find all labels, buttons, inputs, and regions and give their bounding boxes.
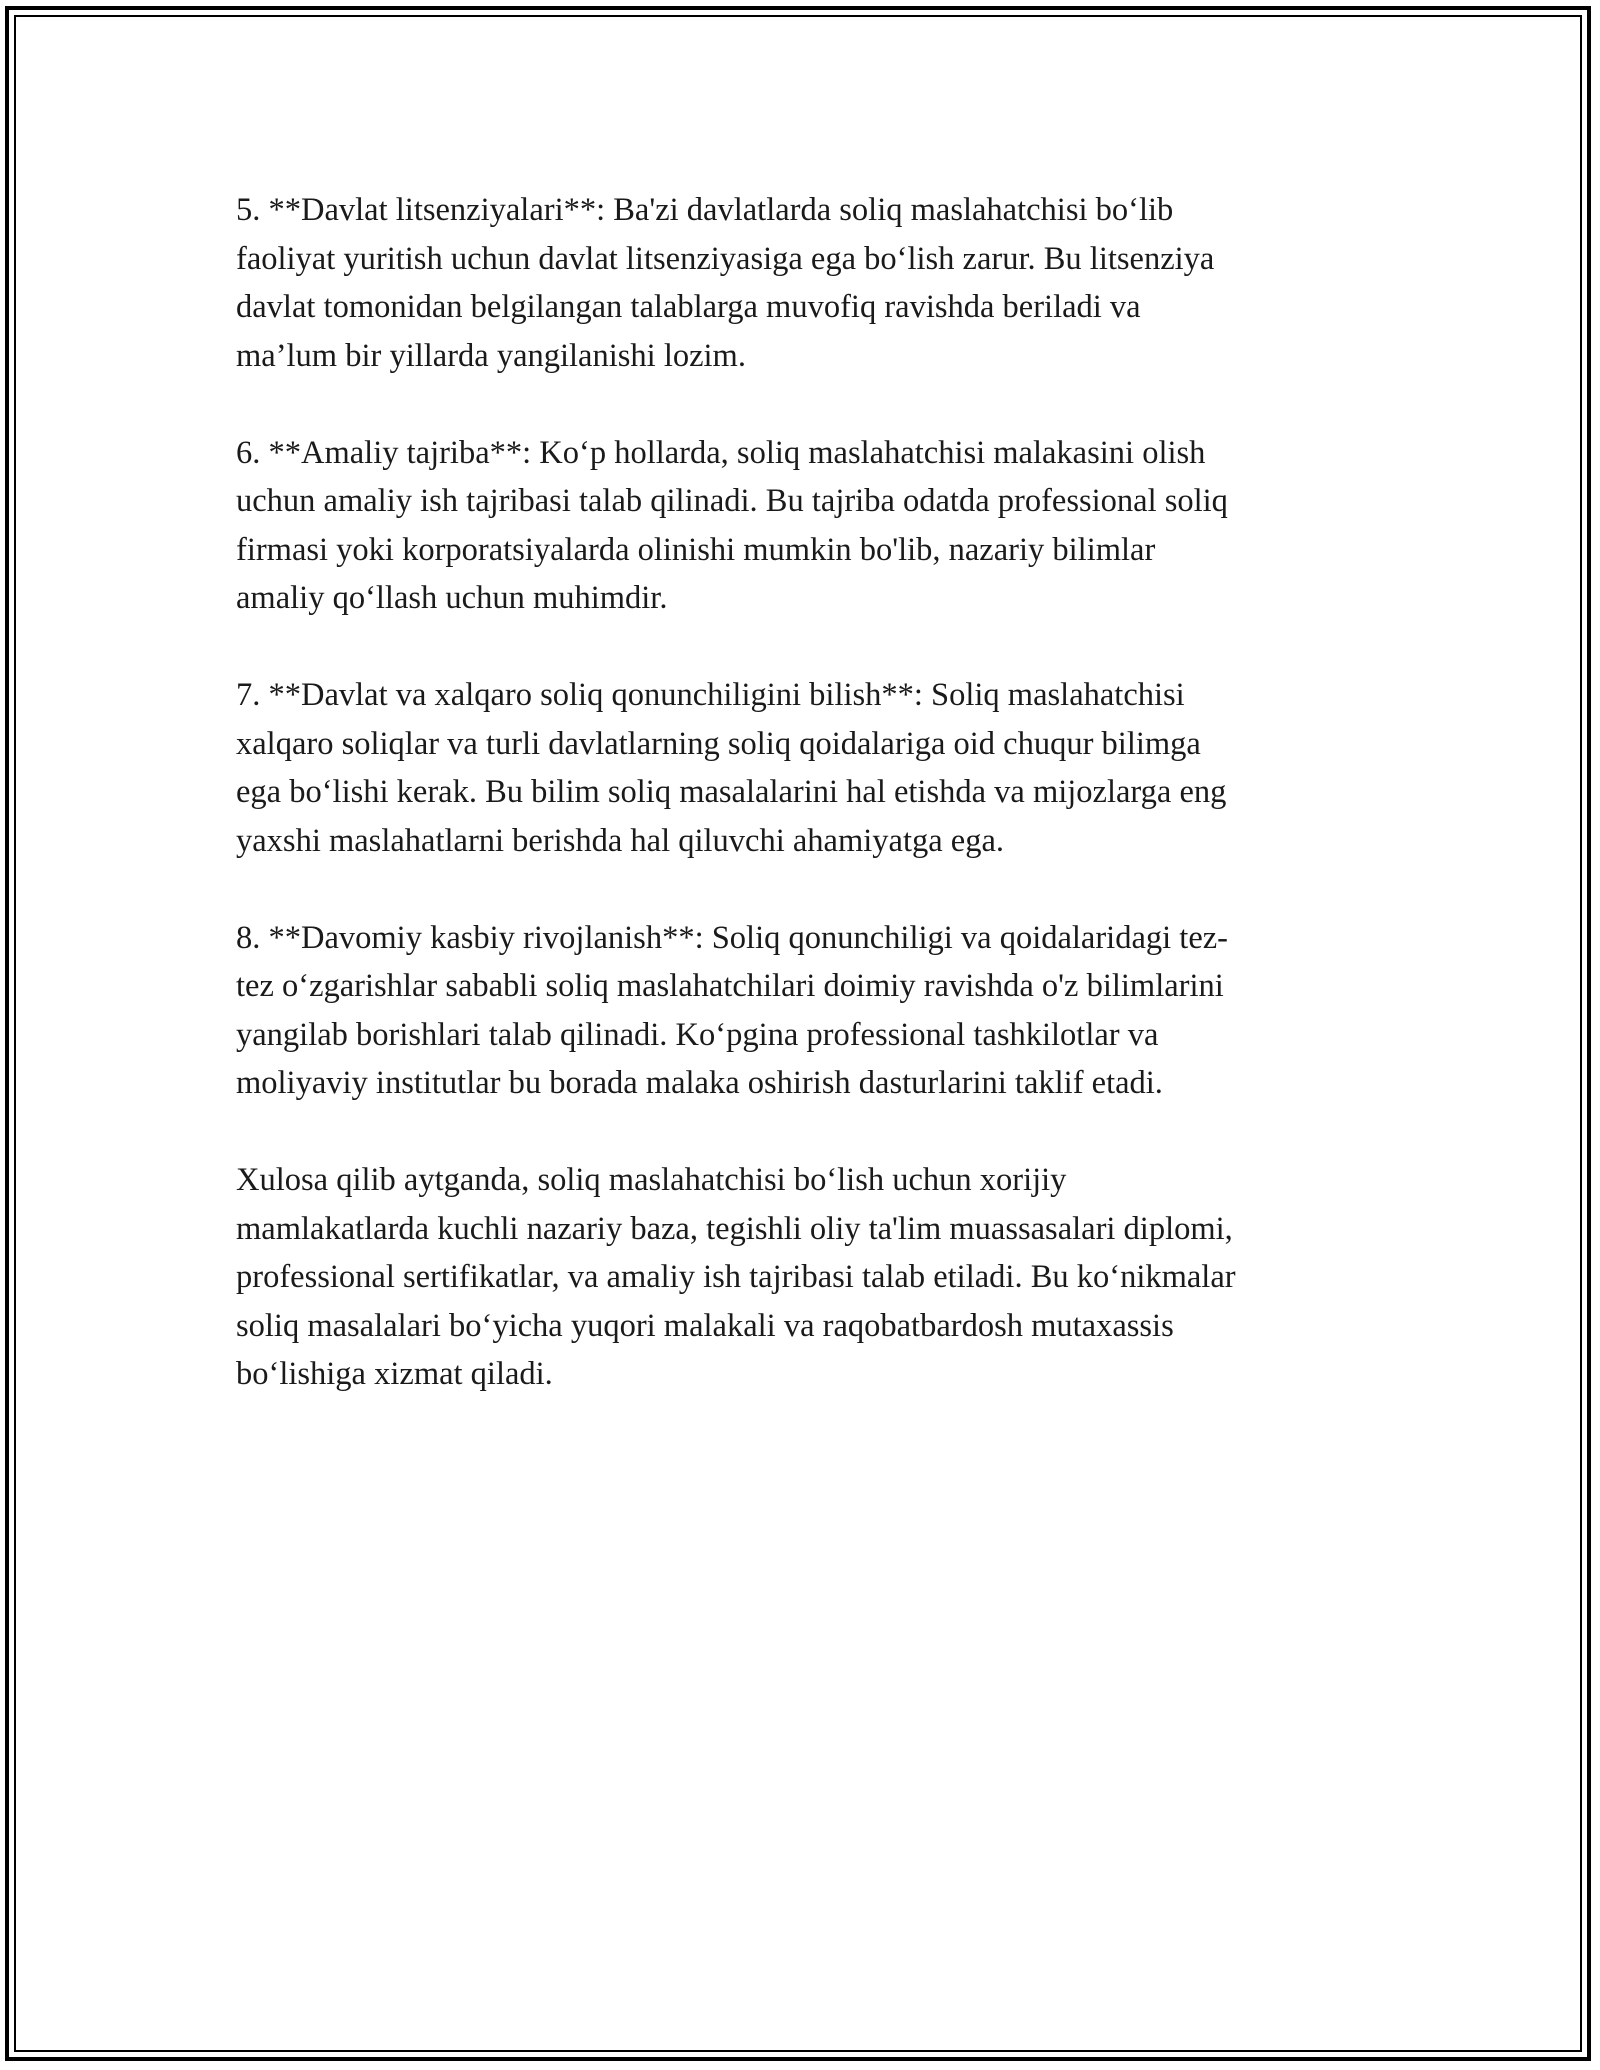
text-line: soliq masalalari boʻyicha yuqori malakali va raqobatbardosh mutaxassis (236, 1307, 1174, 1344)
document-body (236, 186, 1376, 1447)
text-line: 5. **Davlat litsenziyalari**: Ba'zi davlatlarda soliq maslahatchisi boʻlib (236, 192, 1174, 228)
text-line: davlat tomonidan belgilangan talablarga muvofiq ravishda beriladi va (236, 289, 1141, 325)
text-line: tez oʻzgarishlar sababli soliq maslahatchilari doimiy ravishda o'z bilimlarini (236, 968, 1224, 1004)
text-line: moliyaviy institutlar bu borada malaka oshirish dasturlarini taklif etadi. (236, 1065, 1163, 1101)
text-line: yaxshi maslahatlarni berishda hal qiluvchi ahamiyatga ega. (236, 822, 1005, 859)
paragraph-item-8 (236, 914, 1376, 1108)
text-line: xalqaro soliqlar va turli davlatlarning soliq qoidalariga oid chuqur bilimga (236, 725, 1201, 762)
text-line: 6. **Amaliy tajriba**: Koʻp hollarda, soliq maslahatchisi malakasini olish (236, 434, 1206, 471)
paragraph-item-6 (236, 429, 1376, 623)
text-line: mamlakatlarda kuchli nazariy baza, tegishli oliy ta'lim muassasalari diplomi, (236, 1210, 1233, 1247)
text-line: ma’lum bir yillarda yangilanishi lozim. (236, 337, 746, 374)
paragraph-conclusion (236, 1156, 1376, 1399)
paragraph-item-7 (236, 671, 1376, 865)
paragraph-item-5 (236, 186, 1376, 380)
text-line: Xulosa qilib aytganda, soliq maslahatchisi boʻlish uchun xorijiy (236, 1162, 1067, 1198)
text-line: amaliy qoʻllash uchun muhimdir. (236, 580, 668, 616)
text-line: uchun amaliy ish tajribasi talab qilinadi. Bu tajriba odatda professional soliq (236, 483, 1228, 519)
text-line: ega boʻlishi kerak. Bu bilim soliq masalalarini hal etishda va mijozlarga eng (236, 774, 1227, 810)
text-line: boʻlishiga xizmat qiladi. (236, 1356, 553, 1392)
text-line: faoliyat yuritish uchun davlat litsenziyasiga ega boʻlish zarur. Bu litsenziya (236, 240, 1215, 277)
text-line: 7. **Davlat va xalqaro soliq qonunchiligini bilish**: Soliq maslahatchisi (236, 677, 1185, 713)
text-line: yangilab borishlari talab qilinadi. Koʻpgina professional tashkilotlar va (236, 1016, 1159, 1053)
text-line: firmasi yoki korporatsiyalarda olinishi mumkin bo'lib, nazariy bilimlar (236, 531, 1156, 568)
text-line: 8. **Davomiy kasbiy rivojlanish**: Soliq qonunchiligi va qoidalaridagi tez- (236, 919, 1228, 956)
text-line: professional sertifikatlar, va amaliy ish tajribasi talab etiladi. Bu koʻnikmalar (236, 1259, 1236, 1295)
